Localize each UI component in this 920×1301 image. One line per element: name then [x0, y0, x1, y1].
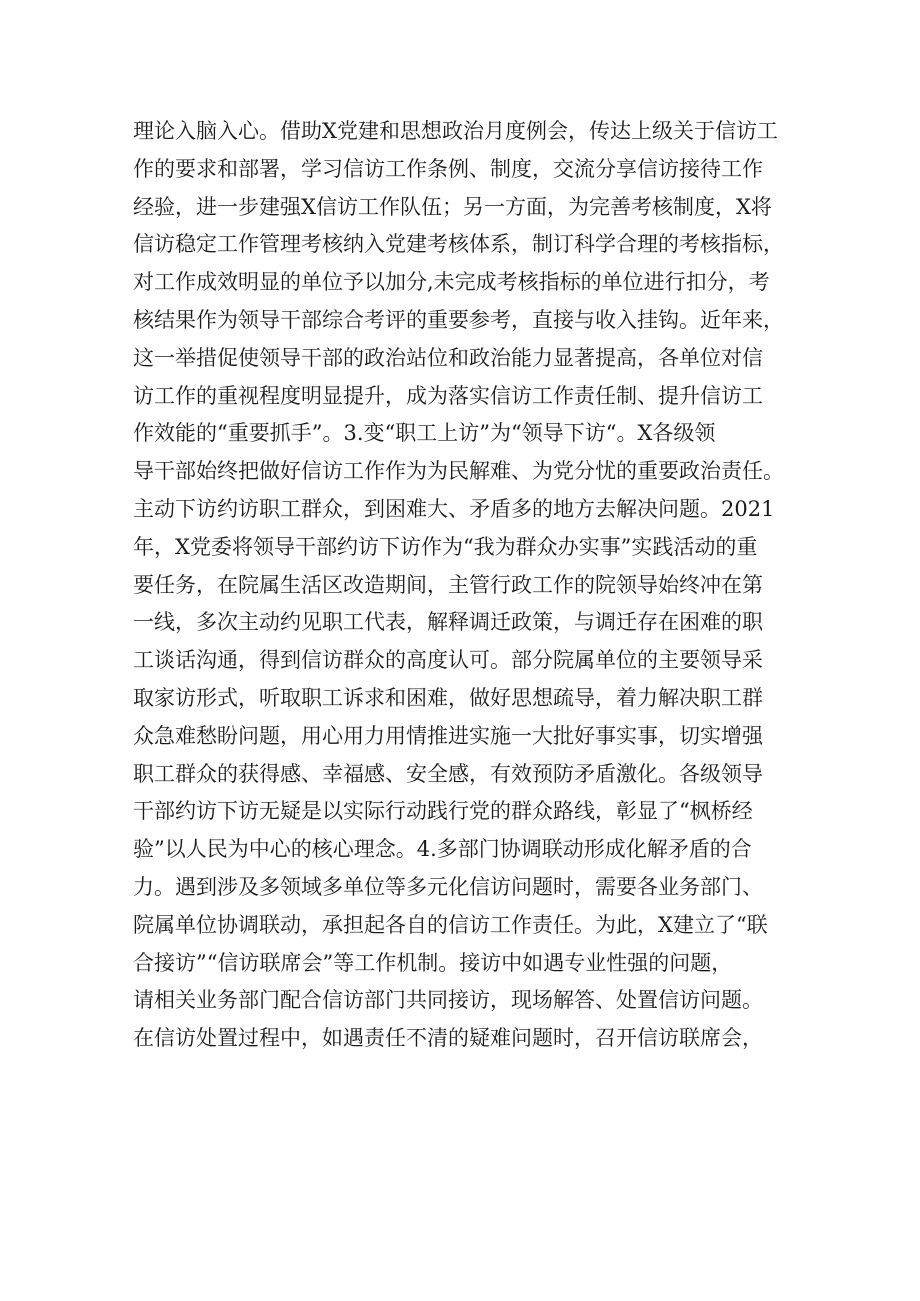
- text-line: 对工作成效明显的单位予以加分,未完成考核指标的单位进行扣分，考: [133, 270, 770, 295]
- text-line: 职工群众的获得感、幸福感、安全感，有效预防矛盾激化。各级领导: [133, 761, 763, 786]
- text-line: 年，X党委将领导干部约访下访作为“我为群众办实事”实践活动的重: [133, 534, 758, 559]
- text-line: 作效能的“重要抓手”。3.变“职工上访”为“领导下访“。X各级领: [133, 421, 716, 446]
- text-line: 干部约访下访无疑是以实际行动践行党的群众路线，彰显了“枫桥经: [133, 799, 753, 824]
- text-line: 这一举措促使领导干部的政治站位和政治能力显著提高，各单位对信: [133, 345, 763, 370]
- text-line: 核结果作为领导干部综合考评的重要参考，直接与收入挂钩。近年来，: [133, 307, 784, 332]
- text-line: 导干部始终把做好信访工作作为为民解难、为党分忧的重要政治责任。: [133, 459, 784, 484]
- text-line: 作的要求和部署，学习信访工作条例、制度，交流分享信访接待工作: [133, 156, 763, 181]
- text-line: 众急难愁盼问题，用心用力用情推进实施一大批好事实事，切实增强: [133, 723, 763, 748]
- text-line: 经验，进一步建强X信访工作队伍；另一方面，为完善考核制度，X将: [133, 194, 772, 219]
- text-line: 合接访”“信访联席会”等工作机制。接访中如遇专业性强的问题，: [133, 950, 733, 975]
- text-line: 取家访形式，听取职工诉求和困难，做好思想疏导，着力解决职工群: [133, 685, 763, 710]
- text-line: 一线，多次主动约见职工代表，解释调迁政策，与调迁存在困难的职: [133, 610, 763, 635]
- text-line: 院属单位协调联动，承担起各自的信访工作责任。为此，X建立了“联: [133, 912, 768, 937]
- text-line: 工谈话沟通，得到信访群众的高度认可。部分院属单位的主要领导采: [133, 648, 763, 673]
- text-line: 主动下访约访职工群众，到困难大、矛盾多的地方去解决问题。2021: [133, 496, 775, 521]
- text-line: 验”以人民为中心的核心理念。4.多部门协调联动形成化解矛盾的合: [133, 837, 752, 862]
- text-line: 访工作的重视程度明显提升，成为落实信访工作责任制、提升信访工: [133, 383, 763, 408]
- text-line: 要任务，在院属生活区改造期间，主管行政工作的院领导始终冲在第: [133, 572, 763, 597]
- text-line: 信访稳定工作管理考核纳入党建考核体系，制订科学合理的考核指标，: [133, 232, 784, 257]
- text-line: 理论入脑入心。借助X党建和思想政治月度例会，传达上级关于信访工: [133, 119, 778, 143]
- text-line: 力。遇到涉及多领域多单位等多元化信访问题时，需要各业务部门、: [133, 874, 763, 899]
- text-line: 请相关业务部门配合信访部门共同接访，现场解答、处置信访问题。: [133, 988, 763, 1013]
- text-line: 在信访处置过程中，如遇责任不清的疑难问题时，召开信访联席会，: [133, 1026, 763, 1051]
- body-text: [133, 113, 793, 1058]
